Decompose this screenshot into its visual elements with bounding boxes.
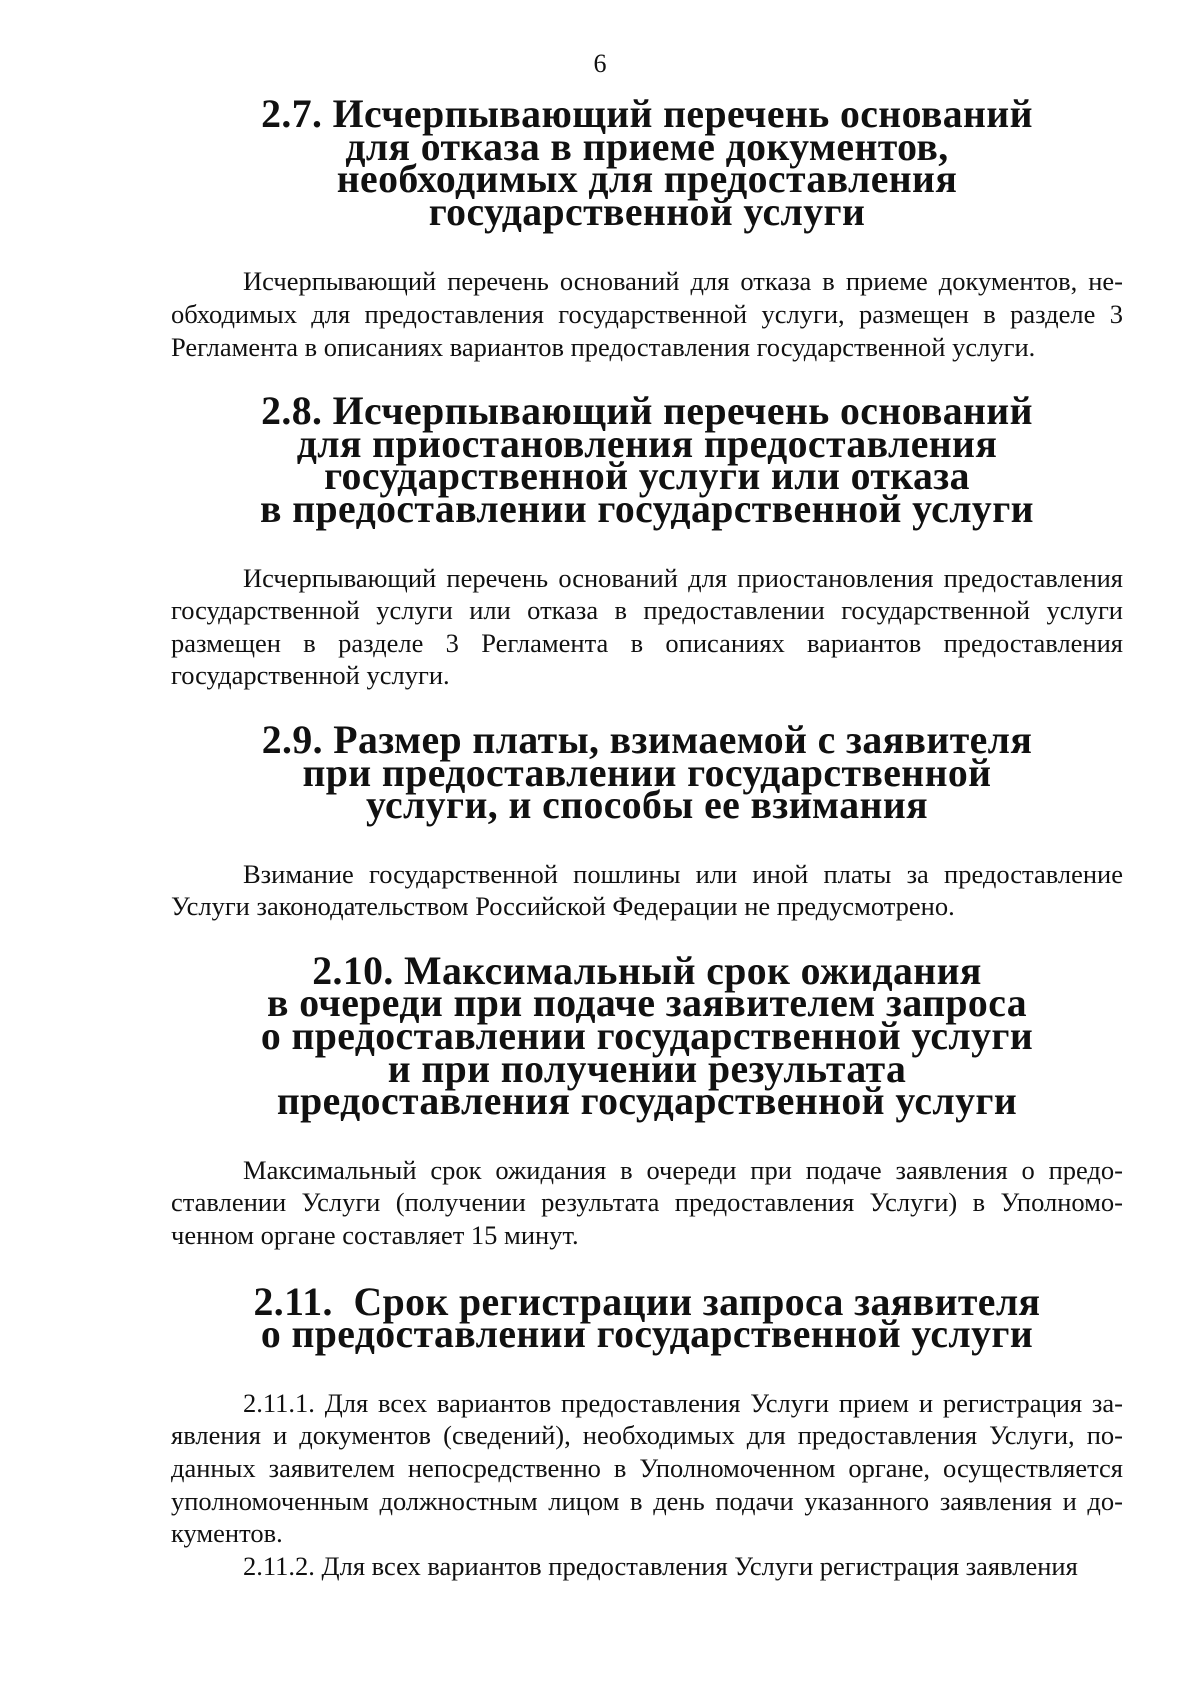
heading-line: государственной услуги xyxy=(428,189,866,234)
section-paragraph-2-11-2: 2.11.2. Для всех вариантов предоставления Услуги регистрация заявления xyxy=(243,1550,1078,1581)
heading-line: 2.8. Исчерпывающий перечень оснований xyxy=(261,389,1033,434)
section-paragraph-2-10: Максимальный срок ожидания в очереди при подаче заявления о предоставлении Услуги (получении результата предоставления Услуги) в Уполномоченном органе составляет 15 минут. xyxy=(171,1154,1123,1251)
heading-line: в очереди при подаче заявителем запроса xyxy=(266,981,1028,1026)
section-heading-2-10 xyxy=(171,948,1123,1124)
heading-line: 2.9. Размер платы, взимаемой с заявителя xyxy=(261,717,1033,762)
section-paragraph-2-7: Исчерпывающий перечень оснований для отказа в приеме документов, необходимых для предоставления государственной услуги, размещен в разделе 3 Регламента в описаниях вариантов предоставления государственной услуги. xyxy=(171,266,1123,362)
document-body xyxy=(171,92,1123,1582)
page-number: 6 xyxy=(593,49,607,78)
section-paragraph-2-11-1: 2.11.1. Для всех вариантов предоставления Услуги прием и регистрация заявления и документов (сведений), необходимых для предоставления Услуги, поданных заявителем непосредственно в Уполномоченном органе, осуществляется уполномоченным должностным лицом в день подачи указанного заявления и документов. xyxy=(171,1387,1123,1549)
heading-line: государственной услуги или отказа xyxy=(324,454,970,499)
heading-line: 2.7. Исчерпывающий перечень оснований xyxy=(261,92,1033,136)
section-heading-2-9 xyxy=(171,717,1123,828)
section-heading-2-8 xyxy=(171,389,1123,531)
heading-line: услуги, и способы ее взимания xyxy=(365,783,929,828)
heading-line: о предоставлении государственной услуги xyxy=(260,1312,1034,1357)
heading-line: и при получении результата xyxy=(387,1046,907,1091)
section-heading-2-7 xyxy=(171,92,1123,234)
heading-line: в предоставлении государственной услуги xyxy=(260,486,1034,531)
heading-line: 2.11. Срок регистрации запроса заявителя xyxy=(253,1279,1041,1324)
heading-line: предоставления государственной услуги xyxy=(276,1079,1018,1124)
section-heading-2-11 xyxy=(171,1279,1123,1357)
section-paragraph-2-9: Взимание государственной пошлины или иной платы за предоставление Услуги законодательством Российской Федерации не предусмотрено. xyxy=(171,858,1123,922)
heading-line: для отказа в приеме документов, xyxy=(345,124,949,169)
heading-line: необходимых для предоставления xyxy=(336,157,958,202)
section-paragraph-2-8: Исчерпывающий перечень оснований для приостановления предоставления государственной услуги или отказа в предоставлении государственной услуги размещен в разделе 3 Регламента в описаниях вариантов предоставления государственной услуги. xyxy=(171,562,1123,691)
heading-line: о предоставлении государственной услуги xyxy=(260,1014,1034,1059)
heading-line: для приостановления предоставления xyxy=(296,421,998,466)
heading-line: 2.10. Максимальный срок ожидания xyxy=(312,948,982,993)
heading-line: при предоставлении государственной xyxy=(302,750,992,795)
